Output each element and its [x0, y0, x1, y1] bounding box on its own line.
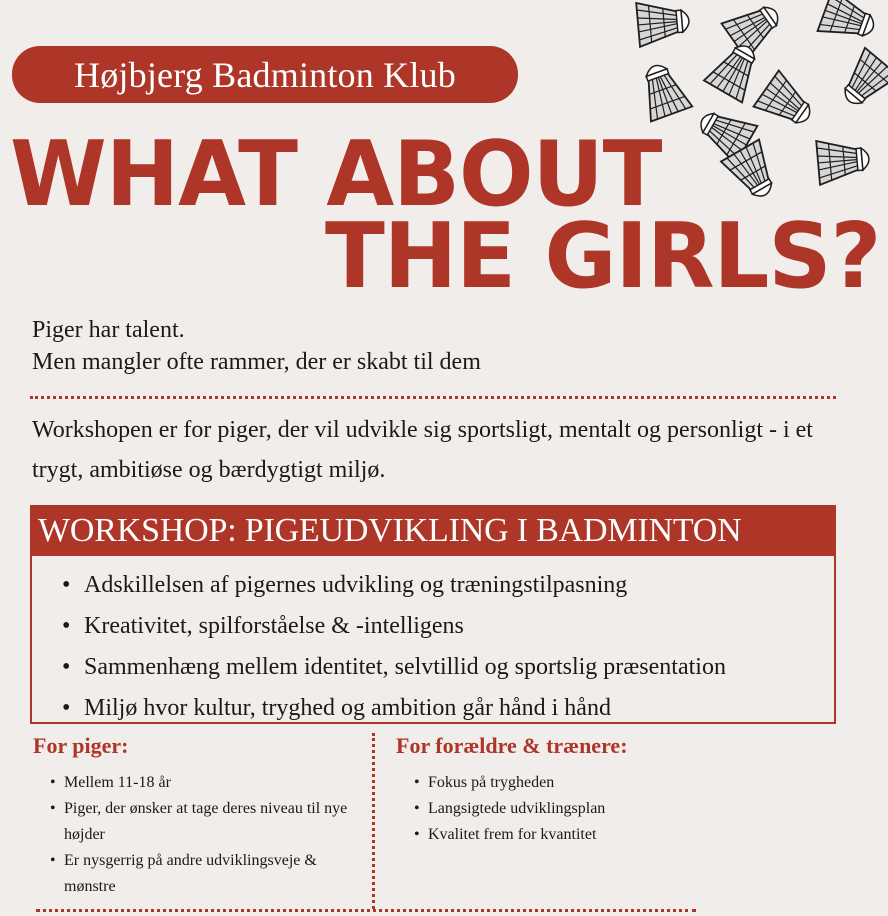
list-item-text: Fokus på trygheden — [428, 774, 555, 791]
list-item-text: Miljø hvor kultur, tryghed og ambition går hånd i hånd — [84, 695, 611, 721]
list-item: • Piger, der ønsker at tage deres niveau til nye højder — [50, 796, 365, 848]
shuttlecock-icon — [832, 48, 888, 115]
list-item: • Miljø hvor kultur, tryghed og ambition går hånd i hånd — [62, 695, 611, 721]
list-item-text: Mellem 11-18 år — [64, 774, 171, 791]
intro-line-2: Men mangler ofte rammer, der er skabt til dem — [32, 349, 481, 375]
list-item-text: Kvalitet frem for kvantitet — [428, 826, 597, 843]
club-name-banner — [12, 46, 518, 103]
shuttlecock-icon — [722, 0, 789, 60]
list-item-text: Langsigtede udviklingsplan — [428, 800, 606, 817]
intro-text — [32, 314, 481, 378]
for-parents-title: For forældre & trænere: — [396, 733, 628, 758]
list-item: • Sammenhæng mellem identitet, selvtillid og sportslig præsentation — [62, 654, 726, 680]
list-item: • Kreativitet, spilforståelse & -intelligens — [62, 613, 464, 639]
list-item: • Langsigtede udviklingsplan — [414, 796, 744, 822]
club-name: Højbjerg Badminton Klub — [74, 54, 456, 95]
shuttlecock-decoration — [612, 0, 888, 215]
for-girls-list — [50, 770, 365, 900]
list-item: • Kvalitet frem for kvantitet — [414, 822, 744, 848]
shuttlecock-icon — [818, 0, 881, 48]
list-item: • Er nysgerrig på andre udviklingsveje & mønstre — [50, 848, 365, 900]
workshop-title: WORKSHOP: PIGEUDVIKLING I BADMINTON — [30, 505, 836, 556]
dotted-divider — [30, 396, 836, 399]
shuttlecock-icon — [816, 137, 871, 185]
shuttlecock-icon — [754, 70, 821, 135]
workshop-description: Workshopen er for piger, der vil udvikle sig sportsligt, mentalt og personligt - i et trygt, ambitiøse og bærdygtigt miljø. — [32, 417, 813, 483]
list-item: • Adskillelsen af pigernes udvikling og træningstilpasning — [62, 572, 628, 598]
list-item: • Fokus på trygheden — [414, 770, 744, 796]
headline-line-1: WHAT ABOUT — [10, 122, 662, 227]
for-parents-list — [414, 770, 744, 848]
list-item-text: Adskillelsen af pigernes udvikling og træningstilpasning — [84, 572, 628, 598]
column-divider — [372, 733, 375, 909]
for-girls-title: For piger: — [33, 733, 129, 758]
headline-line-2: THE GIRLS? — [325, 204, 881, 309]
list-item-text: Sammenhæng mellem identitet, selvtillid og sportslig præsentation — [84, 654, 726, 680]
list-item: • Mellem 11-18 år — [50, 770, 365, 796]
list-item-text: Kreativitet, spilforståelse & -intelligens — [84, 613, 464, 639]
dotted-divider-bottom — [36, 909, 696, 912]
list-item-text: Er nysgerrig på andre udviklingsveje & mønstre — [64, 852, 317, 895]
shuttlecock-icon — [636, 0, 691, 47]
list-item-text: Piger, der ønsker at tage deres niveau til nye højder — [64, 800, 348, 843]
intro-line-1: Piger har talent. — [32, 317, 185, 343]
shuttlecock-icon — [634, 59, 693, 122]
workshop-topics — [62, 565, 726, 729]
